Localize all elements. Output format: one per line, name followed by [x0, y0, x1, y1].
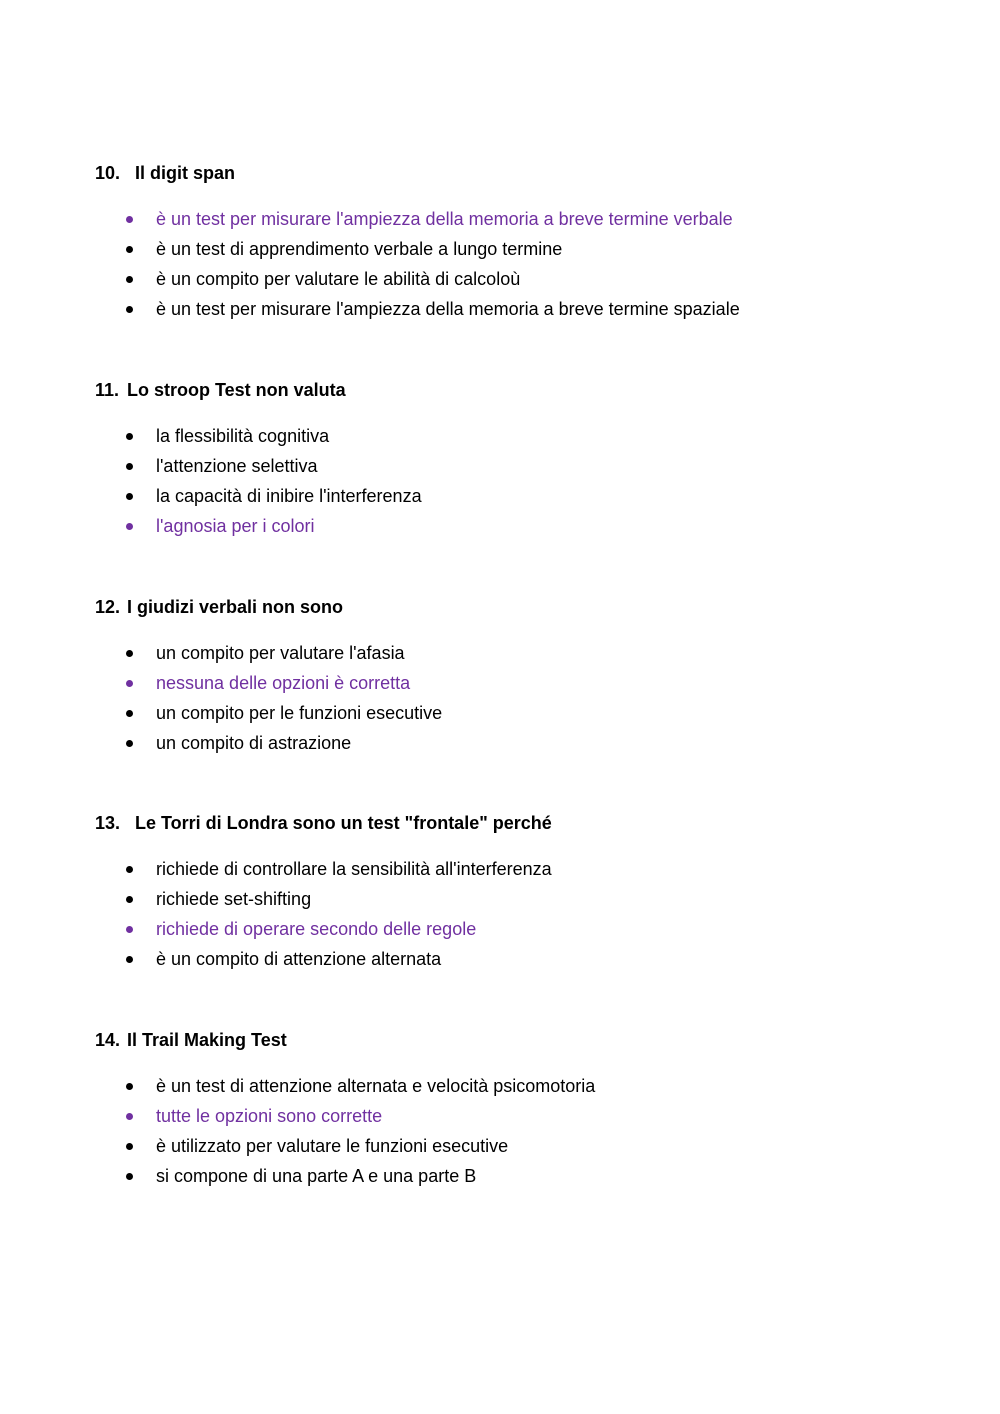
option-text: è un compito di attenzione alternata — [156, 949, 442, 969]
option-text: è un test per misurare l'ampiezza della memoria a breve termine verbale — [156, 209, 733, 229]
question-10 — [95, 162, 915, 324]
option-item — [95, 638, 915, 668]
option-item — [95, 728, 915, 758]
question-number: 14. — [95, 1030, 121, 1050]
question-title — [95, 162, 915, 184]
option-item — [95, 451, 915, 481]
bullet-icon — [126, 1173, 133, 1180]
bullet-icon — [126, 1083, 133, 1090]
bullet-icon — [126, 926, 133, 933]
option-item — [95, 421, 915, 451]
question-title — [95, 1029, 915, 1051]
option-text: la capacità di inibire l'interferenza — [156, 486, 422, 506]
option-item — [95, 264, 915, 294]
option-text: richiede di controllare la sensibilità all'interferenza — [156, 859, 552, 879]
options-list — [95, 1071, 915, 1191]
option-text: la flessibilità cognitiva — [156, 426, 330, 446]
option-item — [95, 234, 915, 264]
bullet-icon — [126, 216, 133, 223]
bullet-icon — [126, 896, 133, 903]
bullet-icon — [126, 493, 133, 500]
question-title — [95, 379, 915, 401]
question-14 — [95, 1029, 915, 1191]
question-text: Il Trail Making Test — [127, 1030, 287, 1050]
bullet-icon — [126, 866, 133, 873]
options-list — [95, 204, 915, 324]
option-text: è un compito per valutare le abilità di calcoloù — [156, 269, 521, 289]
bullet-icon — [126, 1143, 133, 1150]
option-item — [95, 854, 915, 884]
option-text: un compito per valutare l'afasia — [156, 643, 405, 663]
question-11 — [95, 379, 915, 541]
option-item — [95, 1161, 915, 1191]
option-text: un compito di astrazione — [156, 733, 352, 753]
option-text: è un test di attenzione alternata e velocità psicomotoria — [156, 1076, 596, 1096]
option-item — [95, 698, 915, 728]
bullet-icon — [126, 650, 133, 657]
bullet-icon — [126, 463, 133, 470]
bullet-icon — [126, 740, 133, 747]
bullet-icon — [126, 246, 133, 253]
bullet-icon — [126, 276, 133, 283]
option-text: l'attenzione selettiva — [156, 456, 318, 476]
option-text: nessuna delle opzioni è corretta — [156, 673, 411, 693]
bullet-icon — [126, 433, 133, 440]
option-item — [95, 204, 915, 234]
option-item — [95, 914, 915, 944]
option-item — [95, 884, 915, 914]
option-text: è utilizzato per valutare le funzioni esecutive — [156, 1136, 509, 1156]
bullet-icon — [126, 956, 133, 963]
option-text: tutte le opzioni sono corrette — [156, 1106, 383, 1126]
bullet-icon — [126, 306, 133, 313]
question-13 — [95, 812, 915, 974]
option-item — [95, 944, 915, 974]
question-text: Le Torri di Londra sono un test "frontale" perché — [135, 813, 552, 833]
option-item — [95, 294, 915, 324]
option-item — [95, 1131, 915, 1161]
option-item — [95, 1101, 915, 1131]
option-item — [95, 511, 915, 541]
question-title — [95, 596, 915, 618]
option-item — [95, 1071, 915, 1101]
option-text: l'agnosia per i colori — [156, 516, 315, 536]
bullet-icon — [126, 680, 133, 687]
question-text: Lo stroop Test non valuta — [127, 380, 346, 400]
option-text: è un test di apprendimento verbale a lungo termine — [156, 239, 563, 259]
question-title — [95, 812, 915, 834]
question-text: I giudizi verbali non sono — [127, 597, 344, 617]
option-text: richiede set-shifting — [156, 889, 312, 909]
question-number: 10. — [95, 163, 121, 183]
option-text: si compone di una parte A e una parte B — [156, 1166, 477, 1186]
bullet-icon — [126, 710, 133, 717]
bullet-icon — [126, 1113, 133, 1120]
question-number: 12. — [95, 597, 121, 617]
question-text: Il digit span — [135, 163, 236, 183]
options-list — [95, 638, 915, 758]
question-number: 13. — [95, 813, 121, 833]
question-12 — [95, 596, 915, 758]
options-list — [95, 854, 915, 974]
option-text: un compito per le funzioni esecutive — [156, 703, 443, 723]
question-number: 11. — [95, 380, 120, 400]
bullet-icon — [126, 523, 133, 530]
option-text: è un test per misurare l'ampiezza della memoria a breve termine spaziale — [156, 299, 740, 319]
option-item — [95, 668, 915, 698]
options-list — [95, 421, 915, 541]
option-text: richiede di operare secondo delle regole — [156, 919, 477, 939]
option-item — [95, 481, 915, 511]
